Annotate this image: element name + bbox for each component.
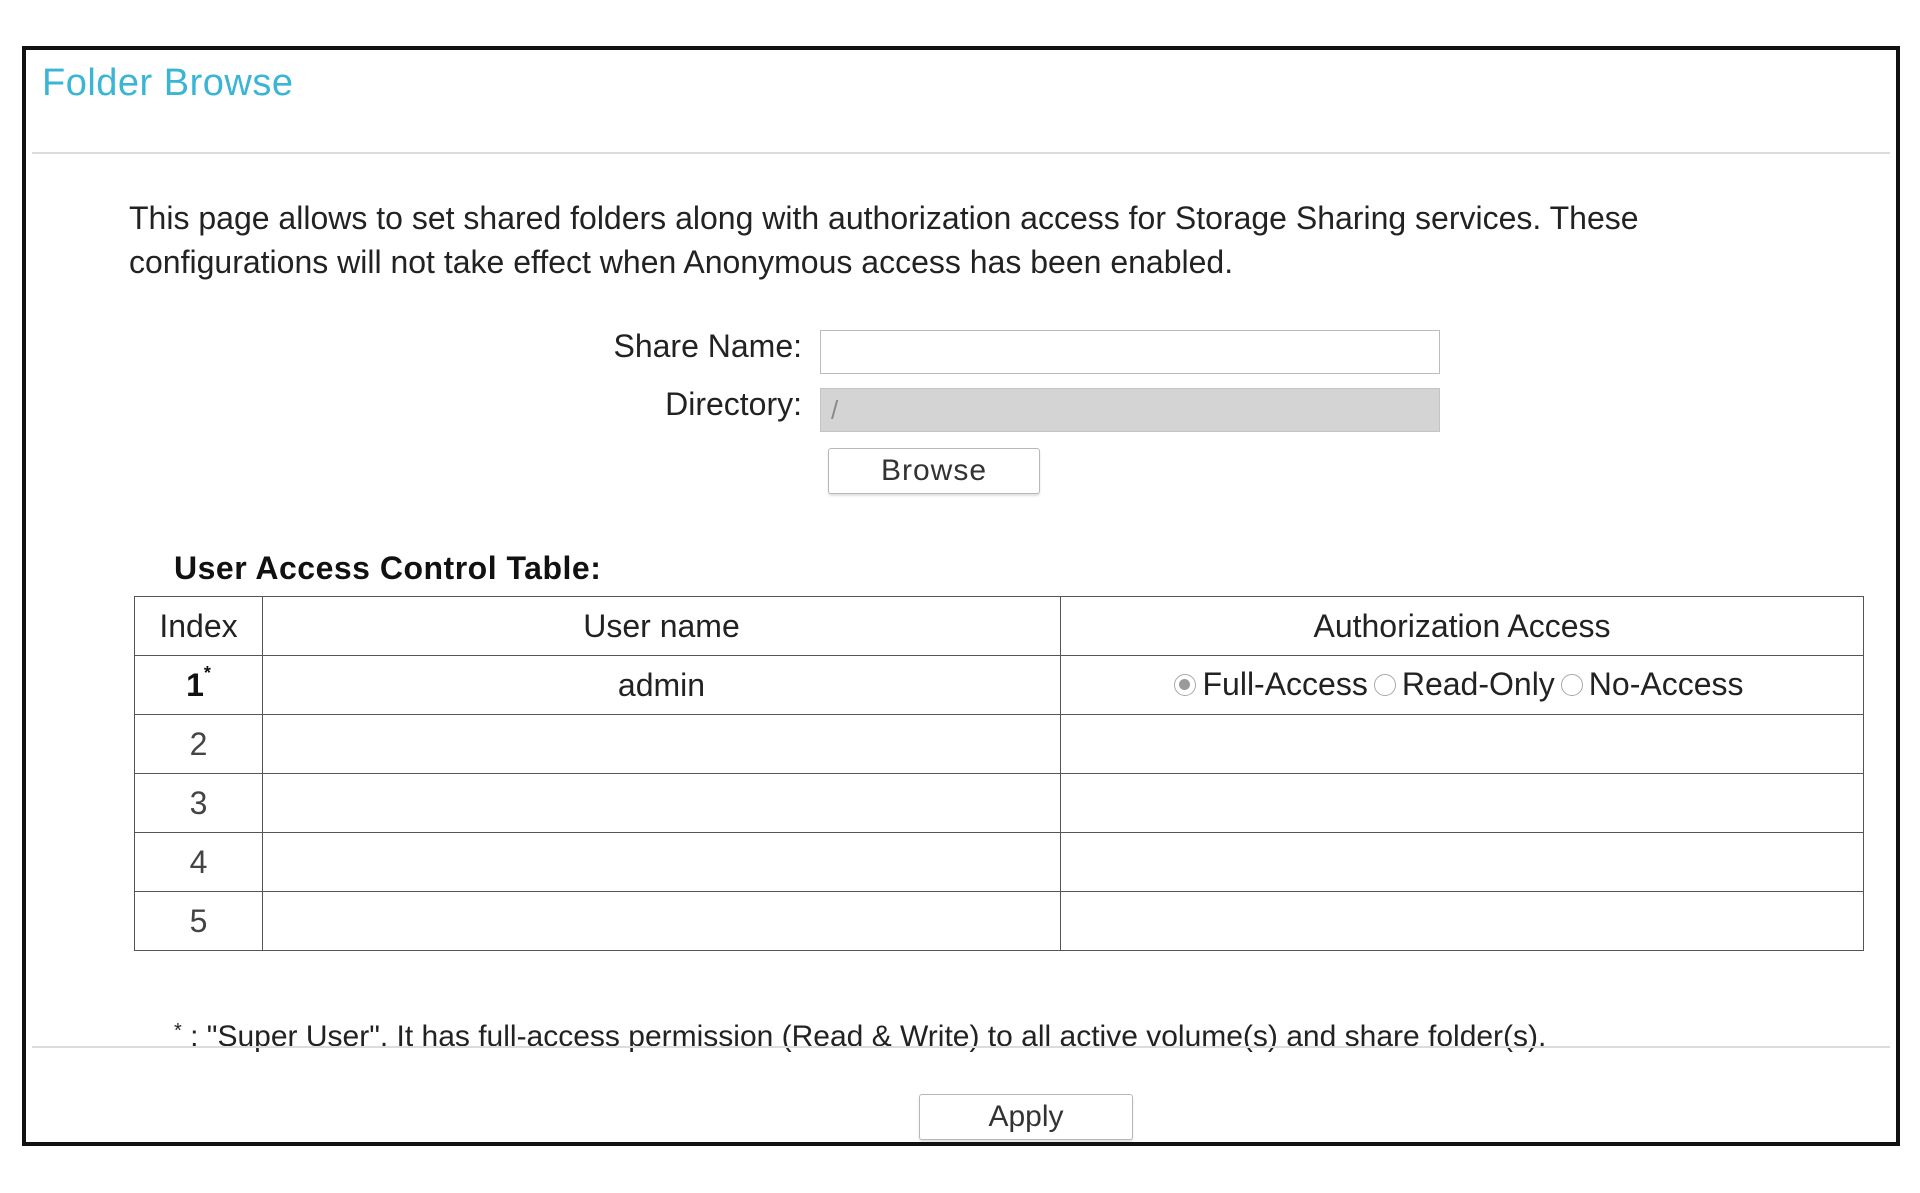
footnote-marker: *	[174, 1020, 182, 1042]
directory-label: Directory:	[665, 386, 802, 422]
full-access-label: Full-Access	[1202, 666, 1368, 703]
read-only-option[interactable]	[1374, 666, 1555, 703]
table-row	[135, 656, 1864, 715]
table-row	[135, 892, 1864, 951]
read-only-radio[interactable]	[1374, 674, 1396, 696]
row-user-name	[263, 892, 1061, 951]
share-name-label: Share Name:	[613, 328, 802, 364]
table-row	[135, 774, 1864, 833]
row-index: 5	[135, 892, 263, 951]
apply-button[interactable]: Apply	[919, 1094, 1133, 1140]
table-row	[135, 833, 1864, 892]
row-index: 4	[135, 833, 263, 892]
no-access-label: No-Access	[1588, 666, 1744, 703]
row-index-value: 1	[186, 666, 204, 703]
row-index: 3	[135, 774, 263, 833]
browse-button[interactable]: Browse	[828, 448, 1040, 494]
user-name-column-header: User name	[263, 597, 1061, 656]
no-access-option[interactable]	[1561, 666, 1744, 703]
row-index	[135, 656, 263, 715]
access-radio-group	[1174, 666, 1749, 703]
table-row	[135, 715, 1864, 774]
actions-divider	[32, 1046, 1890, 1048]
row-user-name	[263, 774, 1061, 833]
index-column-header: Index	[135, 597, 263, 656]
folder-browse-panel	[22, 46, 1900, 1146]
row-authorization	[1061, 656, 1864, 715]
user-access-control-table	[134, 596, 1864, 951]
read-only-label: Read-Only	[1401, 666, 1555, 703]
page-title: Folder Browse	[42, 62, 294, 104]
row-index: 2	[135, 715, 263, 774]
row-authorization	[1061, 892, 1864, 951]
row-user-name	[263, 715, 1061, 774]
row-authorization	[1061, 774, 1864, 833]
table-header-row	[135, 597, 1864, 656]
full-access-option[interactable]	[1174, 666, 1367, 703]
directory-input	[820, 388, 1440, 432]
row-user-name: admin	[263, 656, 1061, 715]
footnote-text: : "Super User". It has full-access permission (Read & Write) to all active volume(s) and share folder(s).	[190, 1020, 1547, 1053]
authorization-column-header: Authorization Access	[1061, 597, 1864, 656]
title-divider	[32, 152, 1890, 154]
no-access-radio[interactable]	[1561, 674, 1583, 696]
super-user-footnote	[174, 1020, 1546, 1054]
page-description: This page allows to set shared folders along with authorization access for Storage Sharing services. These configurations will not take effect when Anonymous access has been enabled.	[129, 200, 1639, 280]
row-authorization	[1061, 715, 1864, 774]
super-user-marker: *	[203, 662, 211, 683]
full-access-radio[interactable]	[1174, 674, 1196, 696]
row-user-name	[263, 833, 1061, 892]
row-authorization	[1061, 833, 1864, 892]
share-name-input[interactable]	[820, 330, 1440, 374]
user-access-table-title: User Access Control Table:	[174, 550, 602, 586]
